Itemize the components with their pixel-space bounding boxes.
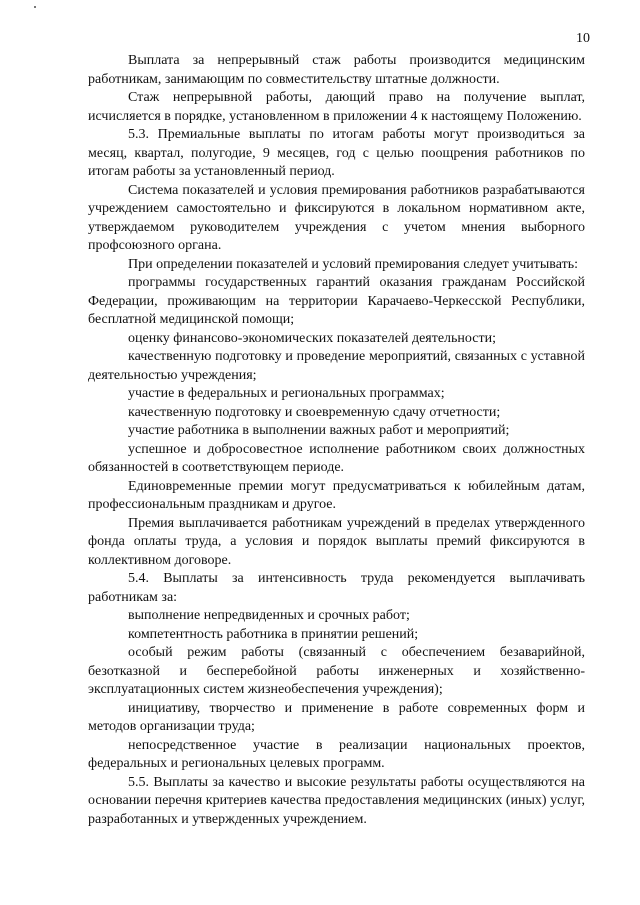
list-item: выполнение непредвиденных и срочных работ;	[128, 608, 410, 623]
list-item: качественную подготовку и своевременную сдачу отчетности;	[128, 404, 501, 420]
list-item: участие в федеральных и региональных программах;	[128, 386, 445, 401]
paragraph: При определении показателей и условий премирования следует учитывать:	[128, 256, 578, 272]
list-item: непосредственное участие в реализации национальных проектов, федеральных и региональных целевых программ.	[88, 737, 585, 771]
list-item: компетентность работника в принятии решений;	[128, 626, 419, 642]
list-item: инициативу, творчество и применение в работе современных форм и методов организации труда;	[88, 700, 585, 734]
paragraph: Стаж непрерывной работы, дающий право на получение выплат, исчисляется в порядке, установленном в приложении 4 к настоящему Положению.	[88, 90, 585, 124]
paragraph: 5.3. Премиальные выплаты по итогам работы могут производиться за месяц, квартал, полугодие, 9 месяцев, год с целью поощрения работников по итогам работы за установленный период.	[88, 127, 585, 179]
paragraph: Выплата за непрерывный стаж работы производится медицинским работникам, занимающим по совместительству штатные должности.	[88, 53, 585, 87]
list-item: оценку финансово-экономических показателей деятельности;	[128, 330, 496, 346]
paragraph: Единовременные премии могут предусматриваться к юбилейным датам, профессиональным праздникам и другое.	[88, 478, 585, 512]
list-item: качественную подготовку и проведение мероприятий, связанных с уставной деятельностью учреждения;	[88, 349, 585, 383]
paragraph: Система показателей и условия премирования работников разрабатываются учреждением самостоятельно и фиксируются в локальном нормативном акте, утверждаемом руководителем учреждения с учетом мнения выборного профсоюзного органа.	[88, 182, 585, 253]
paragraph: Премия выплачивается работникам учреждений в пределах утвержденного фонда оплаты труда, а условия и порядок выплаты премий фиксируются в коллективном договоре.	[88, 515, 585, 568]
list-item: успешное и добросовестное исполнение работником своих должностных обязанностей в соответствующем периоде.	[88, 441, 585, 475]
list-item: особый режим работы (связанный с обеспечением безаварийной, безотказной и бесперебойной работы инженерных и хозяйственно-эксплуатационных систем жизнеобеспечения учреждения);	[88, 645, 585, 697]
paragraph: 5.4. Выплаты за интенсивность труда рекомендуется выплачивать работникам за:	[88, 571, 585, 605]
document-body	[88, 52, 585, 829]
list-item: участие работника в выполнении важных работ и мероприятий;	[128, 423, 510, 438]
paragraph: 5.5. Выплаты за качество и высокие результаты работы осуществляются на основании перечня критериев качества предоставления медицинских (иных) услуг, разработанных и утвержденных учреждением.	[88, 774, 585, 827]
page-number: 10	[576, 31, 590, 46]
list-item: программы государственных гарантий оказания гражданам Российской Федерации, проживающим на территории Карачаево-Черкесской Республики, бесплатной медицинской помощи;	[88, 275, 585, 327]
scan-mark	[34, 6, 36, 8]
